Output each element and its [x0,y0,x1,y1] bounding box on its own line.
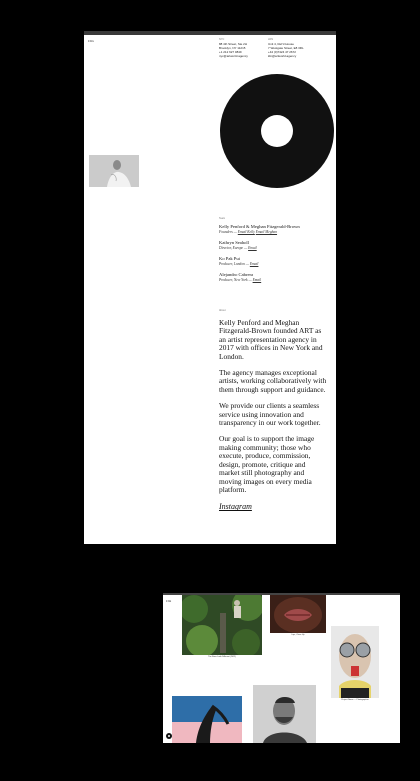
instagram-link[interactable]: Instagram [219,502,252,512]
gallery-photo-figure[interactable] [172,696,242,743]
site-logo[interactable]: Clix [166,599,172,603]
member-name: Kelly Penford & Meghan Fitzgerald-Brown [219,224,300,229]
about-paragraph: The agency manages exceptional artists, working collaboratively with them through support and guidance. [219,368,327,394]
email-link[interactable]: Email Meghan [255,230,278,234]
gallery-photo-garden[interactable] [182,595,262,655]
role-text: Director, Europe — [219,246,249,250]
member-role [219,246,331,251]
member-name: Kathryn Seaholl [219,240,249,245]
top-bar [84,31,336,35]
role-text: Founders — [219,230,238,234]
phone-link[interactable]: +44 (0)7424 47 2672 [268,50,296,54]
portrait-thumbnail[interactable] [89,155,139,187]
photo-caption: Project Name — Photographer [341,699,369,701]
about-paragraph: Our goal is to support the image making community; those who execute, produce, commission, design, promote, critique and market still photography and moving images on every media platform. [219,434,315,494]
team-member [219,272,331,283]
member-name: Alejandro Cabrera [219,272,254,277]
site-logo[interactable]: Clix [88,39,94,43]
address-line: Unit 4, Ref'd House [268,42,294,46]
role-text: Producer, London — [219,262,250,266]
email-link[interactable]: ldn@artworld.agency [268,54,297,58]
gallery-page [163,593,400,743]
address-line: Brooklyn, NY 11215 [219,46,246,50]
team-section [219,217,331,283]
address-line: 88 4th Street, Ste 2H [219,42,248,46]
email-link[interactable]: nyc@artworld.agency [219,54,248,58]
photo-caption: Lips, Close Up [291,634,305,636]
circle-menu-icon[interactable] [166,733,172,739]
team-member [219,256,331,267]
role-text: Producer, New York — [219,278,253,282]
member-role [219,278,331,283]
email-link[interactable]: Email [249,262,259,266]
address-line: 7 Westgate Street, E8 3RL [268,46,304,50]
office-label-ldn: LDN [268,38,274,41]
contact-nyc [219,38,267,58]
about-page [84,31,336,544]
member-role [219,262,331,267]
team-member [219,224,331,235]
contact-ldn [268,38,328,58]
email-link[interactable]: Email Kelly [237,230,255,234]
section-label: About [219,309,226,312]
email-link[interactable]: Email [248,246,257,250]
gallery-photo-lips[interactable] [270,595,326,633]
about-paragraph: Kelly Penford and Meghan Fitzgerald-Brown founded ART as an artist representation agency in 2017 with offices in New York and London. [219,318,323,361]
gallery-photo-sunglasses[interactable] [331,626,379,698]
phone-link[interactable]: +1 212 627 0849 [219,50,242,54]
photo-caption: The Stars Look Different (2021) [208,656,236,658]
member-name: Ko Pak Pui [219,256,240,261]
section-label: Team [219,217,226,220]
ring-logo-icon [219,73,335,189]
team-member [219,240,331,251]
about-paragraph: We provide our clients a seamless service using innovation and transparency in our work together. [219,401,321,428]
member-role [219,230,331,235]
office-label-nyc: NYC [219,38,225,41]
email-link[interactable]: Email [252,278,262,282]
gallery-photo-portrait[interactable] [253,685,316,743]
about-section [219,309,327,511]
